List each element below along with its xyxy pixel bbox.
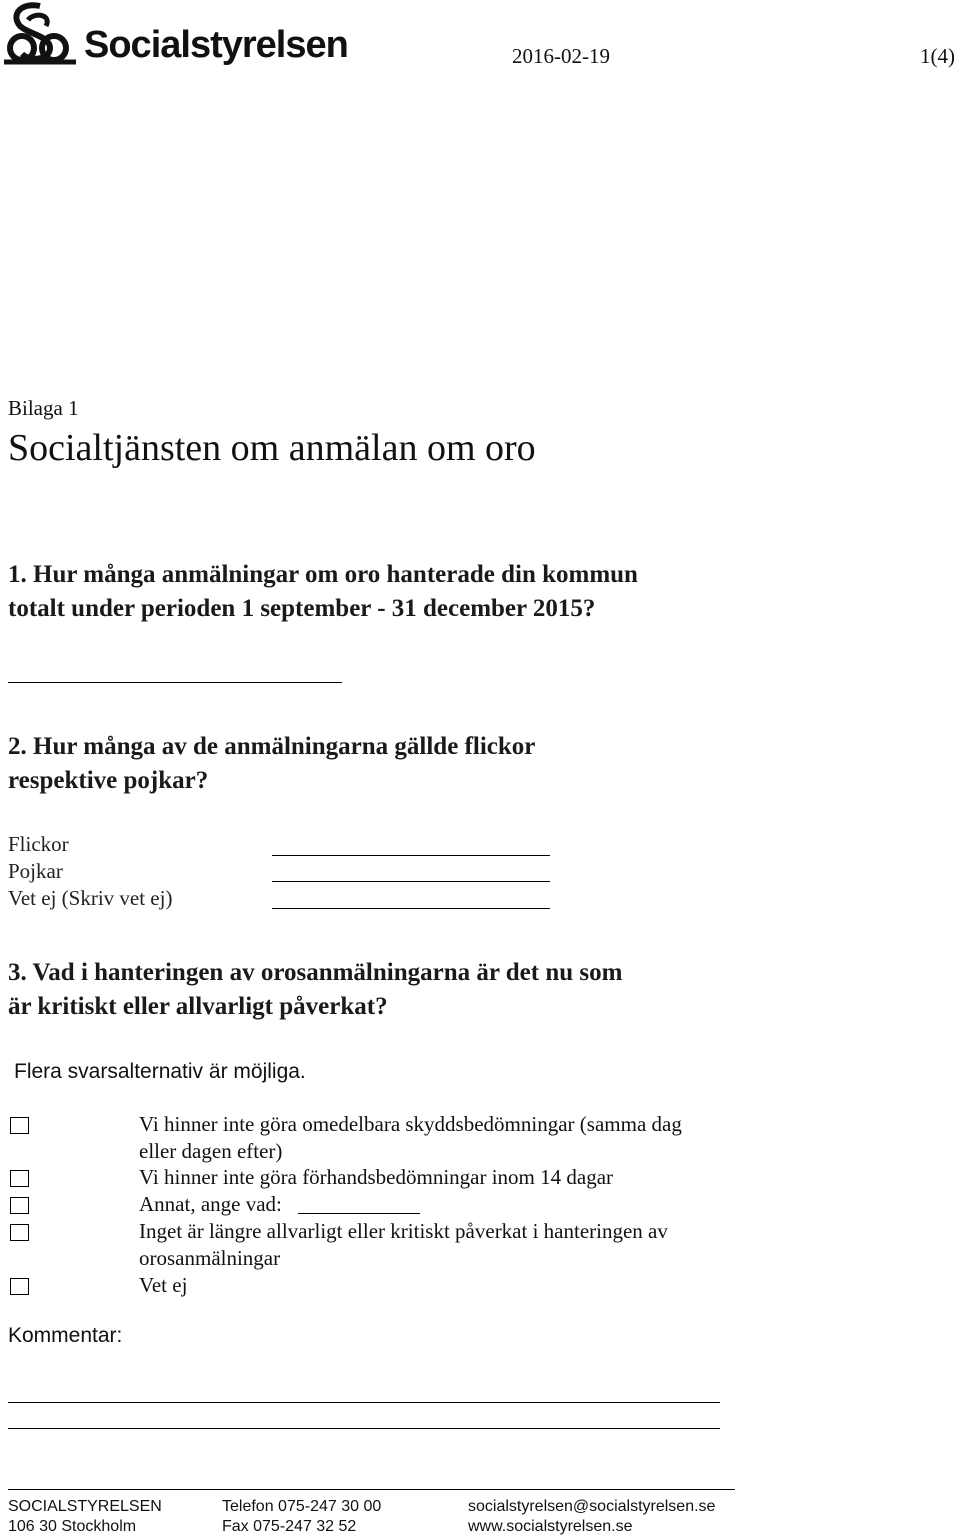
footer-web-link[interactable]: www.socialstyrelsen.se [468, 1518, 633, 1535]
comment-line-1[interactable] [8, 1402, 720, 1403]
option-1-line-1: Vi hinner inte göra omedelbara skyddsbedömningar (samma dag [139, 1112, 682, 1136]
option-4-label [139, 1218, 668, 1272]
comment-label: Kommentar: [8, 1324, 123, 1347]
option-4-line-2: orosanmälningar [139, 1246, 281, 1270]
question-2-line-1: 2. Hur många av de anmälningarna gällde flickor [8, 733, 536, 760]
checkbox-option-1[interactable] [10, 1117, 29, 1134]
question-3-hint: Flera svarsalternativ är möjliga. [14, 1060, 306, 1083]
footer-fax: Fax 075-247 32 52 [222, 1518, 357, 1535]
answer-line-annat[interactable] [298, 1213, 420, 1214]
answer-line-total[interactable] [8, 682, 342, 683]
question-3-line-2: är kritiskt eller allvarligt påverkat? [8, 993, 388, 1020]
footer-divider [8, 1489, 735, 1490]
field-label-pojkar: Pojkar [8, 859, 63, 883]
field-label-flickor: Flickor [8, 832, 69, 856]
logo-wordmark: Socialstyrelsen [84, 24, 348, 66]
field-label-vet-ej: Vet ej (Skriv vet ej) [8, 886, 173, 910]
option-4-line-1: Inget är längre allvarligt eller kritiskt påverkat i hanteringen av [139, 1219, 668, 1243]
option-3-label: Annat, ange vad: [139, 1192, 282, 1216]
option-5-label: Vet ej [139, 1273, 188, 1297]
footer-email-link[interactable]: socialstyrelsen@socialstyrelsen.se [468, 1498, 716, 1515]
document-title: Socialtjänsten om anmälan om oro [8, 427, 536, 469]
footer-address: 106 30 Stockholm [8, 1518, 137, 1535]
comment-line-2[interactable] [8, 1428, 720, 1429]
option-1-label [139, 1111, 682, 1165]
checkbox-option-4[interactable] [10, 1224, 29, 1241]
checkbox-option-3[interactable] [10, 1197, 29, 1214]
footer-phone: Telefon 075-247 30 00 [222, 1498, 382, 1515]
checkbox-option-2[interactable] [10, 1170, 29, 1187]
answer-line-pojkar[interactable] [272, 881, 550, 882]
option-1-line-2: eller dagen efter) [139, 1139, 283, 1163]
question-2-line-2: respektive pojkar? [8, 767, 209, 794]
answer-line-vet-ej[interactable] [272, 908, 550, 909]
checkbox-option-5[interactable] [10, 1278, 29, 1295]
annex-label: Bilaga 1 [8, 396, 79, 420]
question-3-line-1: 3. Vad i hanteringen av orosanmälningarna är det nu som [8, 959, 623, 986]
page-number: 1(4) [920, 44, 955, 68]
question-2 [8, 730, 535, 798]
question-1-line-1: 1. Hur många anmälningar om oro hanterade din kommun [8, 561, 638, 588]
option-2-label: Vi hinner inte göra förhandsbedömningar inom 14 dagar [139, 1165, 614, 1189]
question-1 [8, 558, 638, 626]
answer-line-flickor[interactable] [272, 855, 550, 856]
logo-emblem-icon [0, 0, 80, 78]
question-3 [8, 956, 622, 1024]
footer-org: SOCIALSTYRELSEN [8, 1498, 162, 1515]
document-date: 2016-02-19 [512, 44, 610, 68]
question-1-line-2: totalt under perioden 1 september - 31 december 2015? [8, 595, 596, 622]
socialstyrelsen-logo [0, 0, 360, 78]
